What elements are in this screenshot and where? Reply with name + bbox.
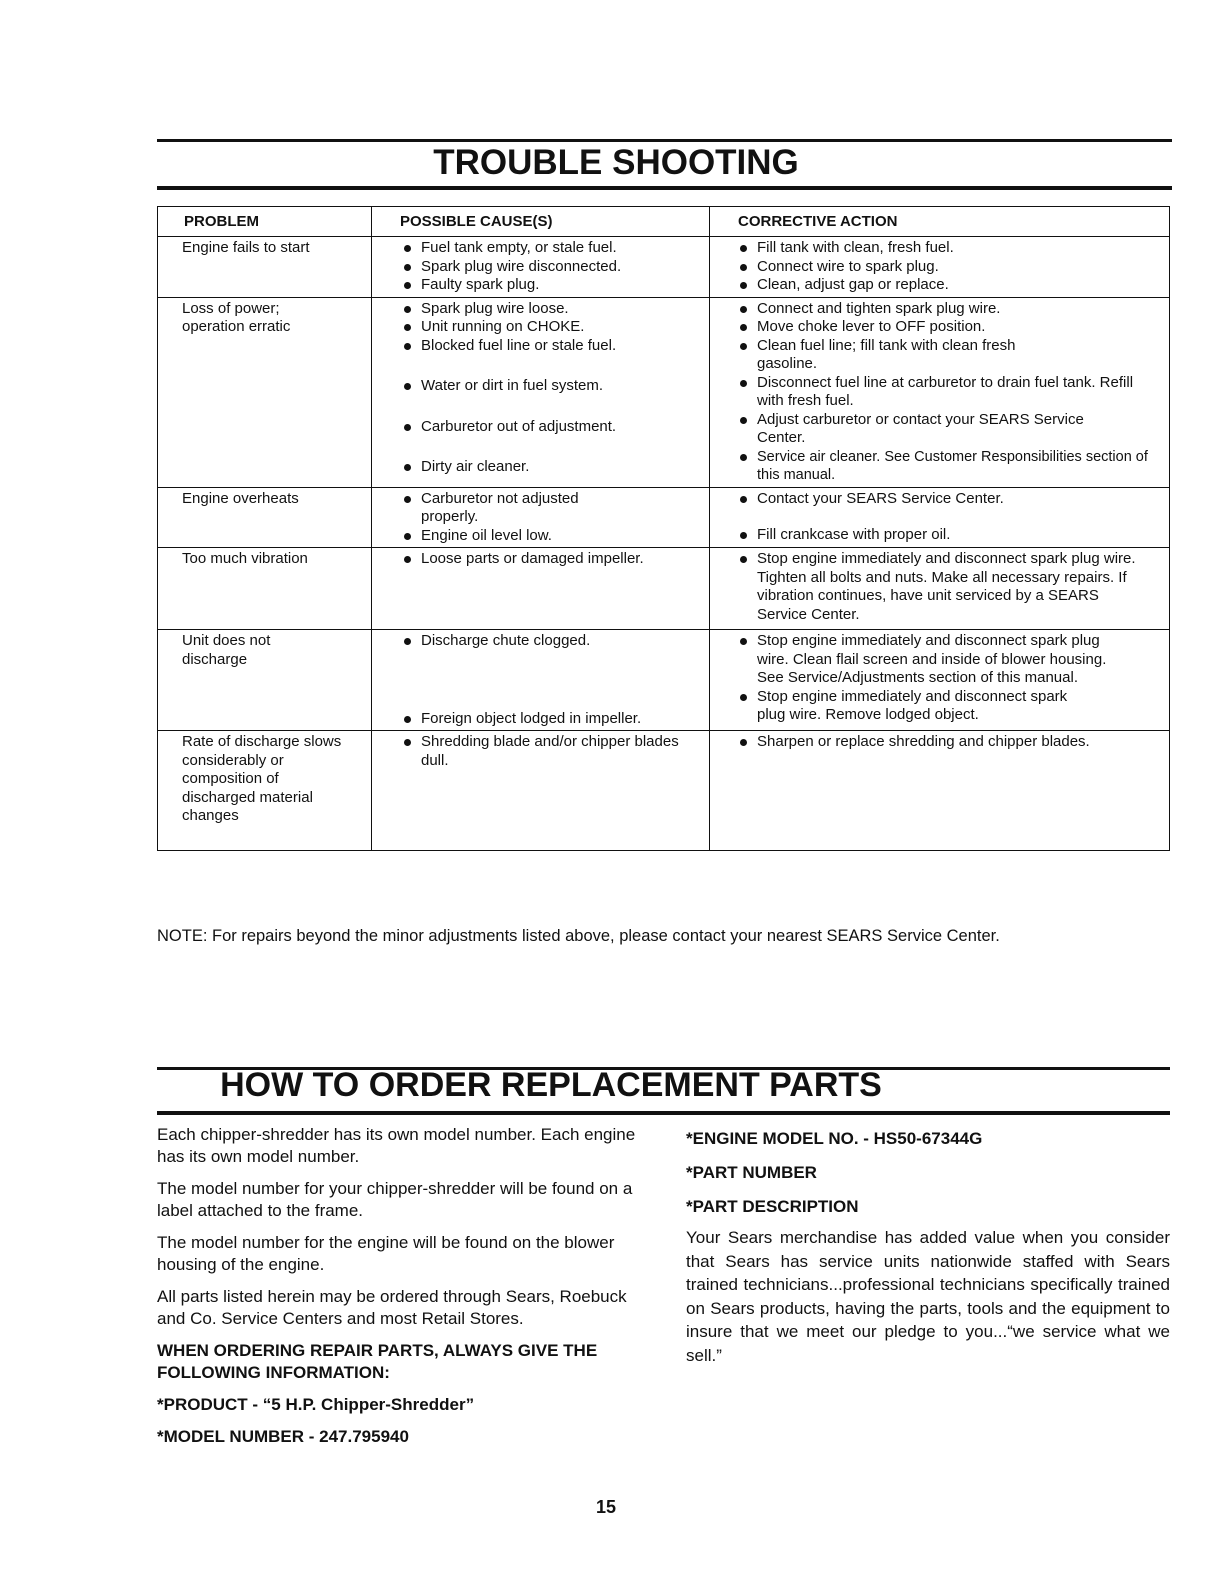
header-problem: PROBLEM — [158, 207, 372, 237]
problem-cell: Loss of power; operation erratic — [158, 297, 372, 487]
parts-left-column — [157, 1124, 641, 1458]
cause-item: Spark plug wire disconnected. — [400, 258, 705, 277]
action-item: Fill crankcase with proper oil. — [736, 526, 1165, 545]
paragraph-chipper-label: The model number for your chipper-shredder will be found on a label attached to the frame. — [157, 1179, 633, 1220]
table-row — [158, 731, 1170, 851]
cause-item: Unit running on CHOKE. — [400, 318, 705, 337]
product-info: *PRODUCT - “5 H.P. Chipper-Shredder” — [157, 1395, 475, 1414]
actions-cell — [710, 630, 1170, 731]
parts-title-underline — [157, 1111, 1170, 1115]
header-causes: POSSIBLE CAUSE(S) — [372, 207, 710, 237]
table-row — [158, 630, 1170, 731]
action-item: Contact your SEARS Service Center. — [736, 490, 1165, 509]
actions-cell — [710, 297, 1170, 487]
paragraph-sears-ordering: All parts listed herein may be ordered through Sears, Roebuck and Co. Service Centers and most Retail Stores. — [157, 1287, 627, 1328]
cause-item: Loose parts or damaged impeller. — [400, 550, 650, 569]
cause-item: Engine oil level low. — [400, 527, 705, 546]
action-item: Connect and tighten spark plug wire. — [736, 300, 1169, 319]
cause-item: Fuel tank empty, or stale fuel. — [400, 239, 705, 258]
actions-cell — [710, 237, 1170, 298]
actions-cell — [710, 731, 1170, 851]
part-description-info: *PART DESCRIPTION — [686, 1197, 859, 1216]
trouble-shooting-title: TROUBLE SHOOTING — [433, 143, 799, 182]
problem-cell: Too much vibration — [158, 548, 372, 630]
table-row — [158, 297, 1170, 487]
parts-right-column — [686, 1128, 1170, 1377]
cause-item: Shredding blade and/or chipper blades dull. — [400, 733, 680, 770]
part-number-info: *PART NUMBER — [686, 1163, 817, 1182]
replacement-parts-title: HOW TO ORDER REPLACEMENT PARTS — [220, 1066, 882, 1104]
action-item: Stop engine immediately and disconnect spark plug wire. Tighten all bolts and nuts. Make all necessary repairs. If vibration continues, have unit serviced by a SEARS Service Center. — [736, 550, 1144, 624]
cause-item: Water or dirt in fuel system. — [400, 377, 705, 396]
cause-item: Dirty air cleaner. — [400, 458, 705, 477]
action-item: Sharpen or replace shredding and chipper blades. — [736, 733, 1106, 752]
title-underline — [157, 186, 1172, 190]
cause-item: Foreign object lodged in impeller. — [400, 710, 705, 729]
problem-cell: Engine overheats — [158, 487, 372, 548]
causes-cell — [372, 297, 710, 487]
action-item: Connect wire to spark plug. — [736, 258, 1165, 277]
engine-model-info: *ENGINE MODEL NO. - HS50-67344G — [686, 1129, 983, 1148]
header-action: CORRECTIVE ACTION — [710, 207, 1170, 237]
action-item: Service air cleaner. See Customer Responsibilities section of this manual. — [736, 448, 1169, 485]
action-item: Fill tank with clean, fresh fuel. — [736, 239, 1165, 258]
table-row — [158, 548, 1170, 630]
causes-cell — [372, 731, 710, 851]
action-item: Stop engine immediately and disconnect spark plug wire. Remove lodged object. — [736, 688, 1096, 725]
top-rule — [157, 139, 1172, 142]
table-row — [158, 237, 1170, 298]
problem-cell: Rate of discharge slows considerably or composition of discharged material changes — [158, 731, 372, 851]
causes-cell — [372, 487, 710, 548]
action-item: Clean, adjust gap or replace. — [736, 276, 1165, 295]
causes-cell — [372, 237, 710, 298]
cause-item: Blocked fuel line or stale fuel. — [400, 337, 705, 356]
table-header-row — [158, 207, 1170, 237]
action-item: Disconnect fuel line at carburetor to drain fuel tank. Refill with fresh fuel. — [736, 374, 1141, 411]
causes-cell — [372, 548, 710, 630]
problem-cell: Unit does not discharge — [158, 630, 372, 731]
trouble-shooting-table — [157, 206, 1170, 851]
page-number: 15 — [595, 1497, 617, 1517]
action-item: Move choke lever to OFF position. — [736, 318, 1169, 337]
action-item: Adjust carburetor or contact your SEARS Service Center. — [736, 411, 1106, 448]
cause-item: Faulty spark plug. — [400, 276, 705, 295]
causes-cell — [372, 630, 710, 731]
sears-value-statement: Your Sears merchandise has added value when you consider that Sears has service units nationwide staffed with Sears trained technicians...professional technicians specifically trained on Sears products, having the parts, tools and the equipment to insure that we meet our pledge to you...“we service what we sell.” — [686, 1228, 1170, 1365]
actions-cell — [710, 548, 1170, 630]
when-ordering-heading: WHEN ORDERING REPAIR PARTS, ALWAYS GIVE THE FOLLOWING INFORMATION: — [157, 1341, 598, 1382]
paragraph-model-number: Each chipper-shredder has its own model number. Each engine has its own model number. — [157, 1125, 636, 1166]
cause-item: Spark plug wire loose. — [400, 300, 705, 319]
problem-cell: Engine fails to start — [158, 237, 372, 298]
repairs-note: NOTE: For repairs beyond the minor adjustments listed above, please contact your nearest SEARS Service Center. — [157, 927, 1000, 945]
cause-item: Carburetor out of adjustment. — [400, 418, 705, 437]
actions-cell — [710, 487, 1170, 548]
action-item: Clean fuel line; fill tank with clean fresh gasoline. — [736, 337, 1026, 374]
cause-item: Discharge chute clogged. — [400, 632, 705, 651]
action-item: Stop engine immediately and disconnect spark plug wire. Clean flail screen and inside of blower housing. See Service/Adjustments section of this manual. — [736, 632, 1116, 688]
cause-item: Carburetor not adjusted properly. — [400, 490, 630, 527]
paragraph-engine-label: The model number for the engine will be found on the blower housing of the engine. — [157, 1233, 615, 1274]
table-row — [158, 487, 1170, 548]
model-number-info: *MODEL NUMBER - 247.795940 — [157, 1427, 409, 1446]
